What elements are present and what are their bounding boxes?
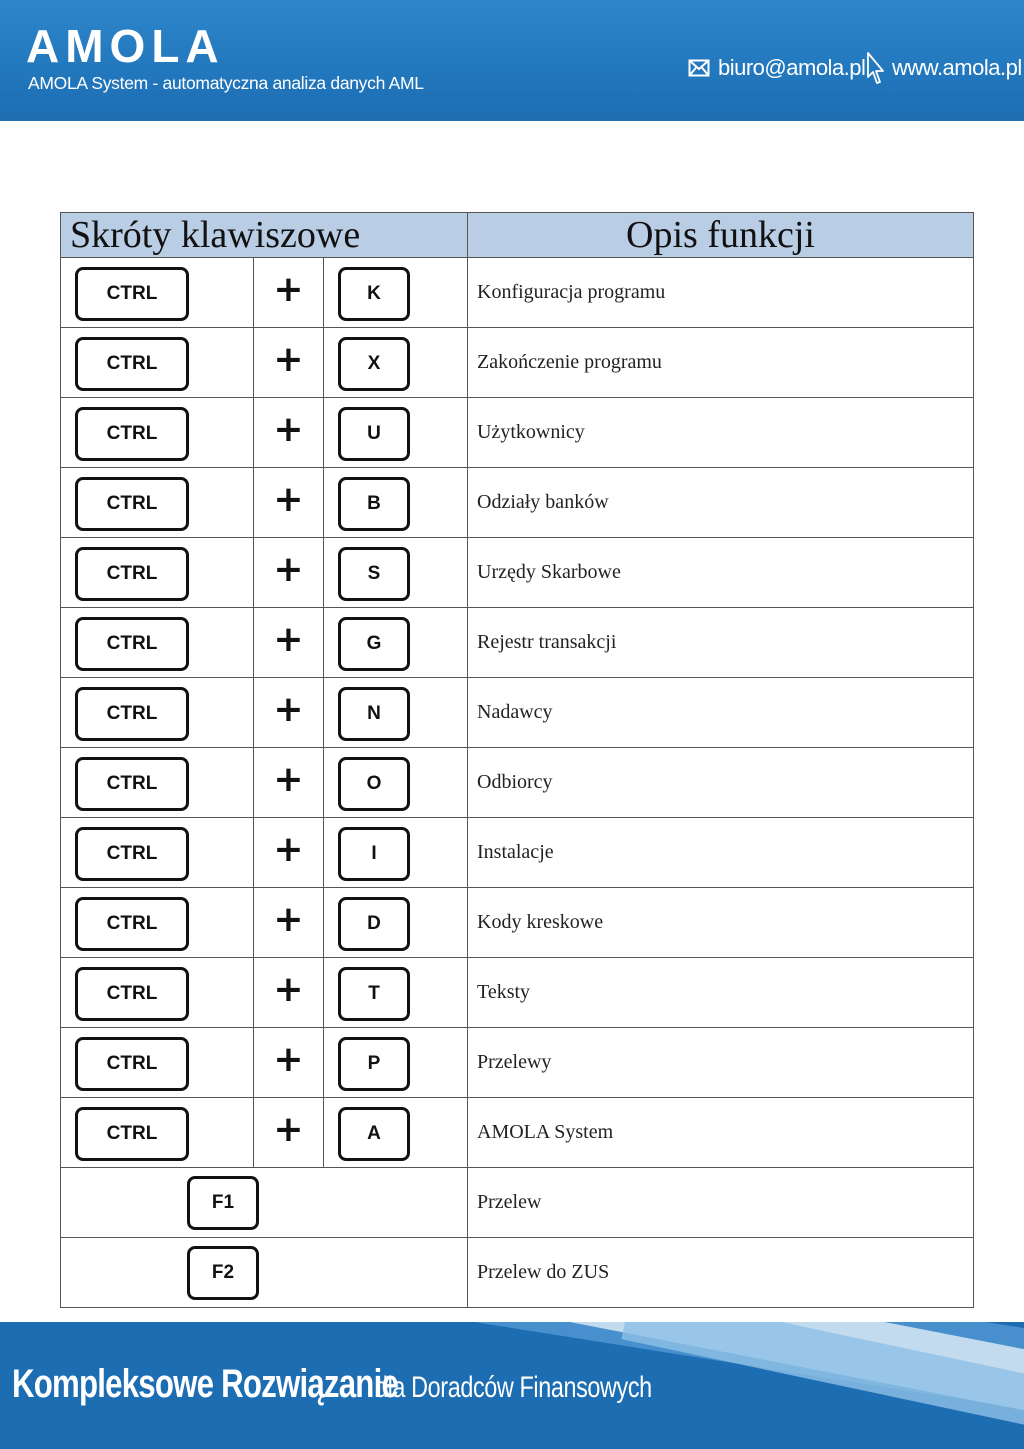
description-cell: Instalacje (468, 818, 974, 888)
letter-key: A (338, 1107, 410, 1161)
letter-key: N (338, 687, 410, 741)
letter-key: T (338, 967, 410, 1021)
header-description: Opis funkcji (468, 213, 974, 258)
website-text[interactable]: www.amola.pl (892, 55, 1022, 80)
plus-cell (254, 748, 324, 818)
ctrl-key: CTRL (75, 267, 189, 321)
plus-cell (254, 398, 324, 468)
table-row (61, 258, 974, 328)
function-key-cell (61, 1238, 468, 1308)
ctrl-key: CTRL (75, 897, 189, 951)
footer-slogan-bold: Kompleksowe Rozwiązanie (12, 1362, 399, 1406)
description-cell: Użytkownicy (468, 398, 974, 468)
plus-cell (254, 1028, 324, 1098)
modifier-cell (61, 888, 254, 958)
table-row (61, 818, 974, 888)
plus-cell (254, 258, 324, 328)
ctrl-key: CTRL (75, 337, 189, 391)
key-cell (324, 608, 468, 678)
email-text[interactable]: biuro@amola.pl (718, 55, 866, 80)
ctrl-key: CTRL (75, 967, 189, 1021)
letter-key: S (338, 547, 410, 601)
ctrl-key: CTRL (75, 1107, 189, 1161)
modifier-cell (61, 1028, 254, 1098)
description-cell: Przelewy (468, 1028, 974, 1098)
amola-logo: AMOLA (26, 20, 225, 72)
plus-cell (254, 608, 324, 678)
modifier-cell (61, 258, 254, 328)
function-key-cell (61, 1168, 468, 1238)
description-cell: Nadawcy (468, 678, 974, 748)
modifier-cell (61, 608, 254, 678)
plus-icon: + (273, 339, 304, 380)
letter-key: K (338, 267, 410, 321)
plus-cell (254, 1098, 324, 1168)
description-cell: Przelew do ZUS (468, 1238, 974, 1308)
plus-icon: + (273, 829, 304, 870)
key-cell (324, 678, 468, 748)
key-cell (324, 1028, 468, 1098)
plus-cell (254, 678, 324, 748)
plus-icon: + (273, 689, 304, 730)
ctrl-key: CTRL (75, 477, 189, 531)
key-cell (324, 398, 468, 468)
table-row (61, 608, 974, 678)
description-cell: Przelew (468, 1168, 974, 1238)
description-cell: Odziały banków (468, 468, 974, 538)
plus-cell (254, 538, 324, 608)
ctrl-key: CTRL (75, 407, 189, 461)
plus-cell (254, 958, 324, 1028)
plus-icon: + (273, 1109, 304, 1150)
header-banner (0, 0, 1024, 121)
table-row (61, 748, 974, 818)
modifier-cell (61, 958, 254, 1028)
letter-key: U (338, 407, 410, 461)
table-header-row (61, 213, 974, 258)
ctrl-key: CTRL (75, 617, 189, 671)
website-contact[interactable] (866, 50, 1022, 86)
footer-slogan (12, 1362, 730, 1407)
plus-cell (254, 888, 324, 958)
table-row (61, 398, 974, 468)
key-cell (324, 748, 468, 818)
table-row (61, 1028, 974, 1098)
cursor-icon (866, 51, 884, 85)
modifier-cell (61, 818, 254, 888)
table-row (61, 1238, 974, 1308)
table-row (61, 678, 974, 748)
plus-cell (254, 468, 324, 538)
modifier-cell (61, 1098, 254, 1168)
table-row (61, 1168, 974, 1238)
plus-icon: + (273, 619, 304, 660)
key-cell (324, 888, 468, 958)
description-cell: Konfiguracja programu (468, 258, 974, 328)
function-key: F2 (187, 1246, 259, 1300)
table-row (61, 538, 974, 608)
plus-icon: + (273, 479, 304, 520)
plus-cell (254, 328, 324, 398)
email-contact[interactable] (688, 50, 865, 86)
footer-slogan-normal: dla Doradców Finansowych (374, 1371, 652, 1404)
table-row (61, 328, 974, 398)
modifier-cell (61, 538, 254, 608)
key-cell (324, 1098, 468, 1168)
key-cell (324, 538, 468, 608)
description-cell: Zakończenie programu (468, 328, 974, 398)
key-cell (324, 258, 468, 328)
tagline: AMOLA System - automatyczna analiza danych AML (28, 73, 424, 93)
ctrl-key: CTRL (75, 827, 189, 881)
plus-icon: + (273, 969, 304, 1010)
table-row (61, 468, 974, 538)
footer-banner (0, 1322, 1024, 1449)
modifier-cell (61, 678, 254, 748)
plus-icon: + (273, 899, 304, 940)
description-cell: AMOLA System (468, 1098, 974, 1168)
table-row (61, 958, 974, 1028)
modifier-cell (61, 328, 254, 398)
header-shortcuts: Skróty klawiszowe (61, 213, 468, 258)
ctrl-key: CTRL (75, 757, 189, 811)
table-row (61, 888, 974, 958)
modifier-cell (61, 398, 254, 468)
plus-cell (254, 818, 324, 888)
ctrl-key: CTRL (75, 1037, 189, 1091)
shortcuts-table (60, 212, 974, 1308)
letter-key: P (338, 1037, 410, 1091)
function-key: F1 (187, 1176, 259, 1230)
description-cell: Urzędy Skarbowe (468, 538, 974, 608)
description-cell: Odbiorcy (468, 748, 974, 818)
description-cell: Rejestr transakcji (468, 608, 974, 678)
description-cell: Teksty (468, 958, 974, 1028)
plus-icon: + (273, 409, 304, 450)
ctrl-key: CTRL (75, 687, 189, 741)
letter-key: O (338, 757, 410, 811)
letter-key: D (338, 897, 410, 951)
plus-icon: + (273, 759, 304, 800)
key-cell (324, 958, 468, 1028)
ctrl-key: CTRL (75, 547, 189, 601)
plus-icon: + (273, 1039, 304, 1080)
letter-key: I (338, 827, 410, 881)
table-row (61, 1098, 974, 1168)
plus-icon: + (273, 549, 304, 590)
modifier-cell (61, 748, 254, 818)
key-cell (324, 818, 468, 888)
modifier-cell (61, 468, 254, 538)
description-cell: Kody kreskowe (468, 888, 974, 958)
letter-key: G (338, 617, 410, 671)
letter-key: X (338, 337, 410, 391)
envelope-icon (688, 57, 710, 79)
key-cell (324, 328, 468, 398)
plus-icon: + (273, 269, 304, 310)
key-cell (324, 468, 468, 538)
letter-key: B (338, 477, 410, 531)
